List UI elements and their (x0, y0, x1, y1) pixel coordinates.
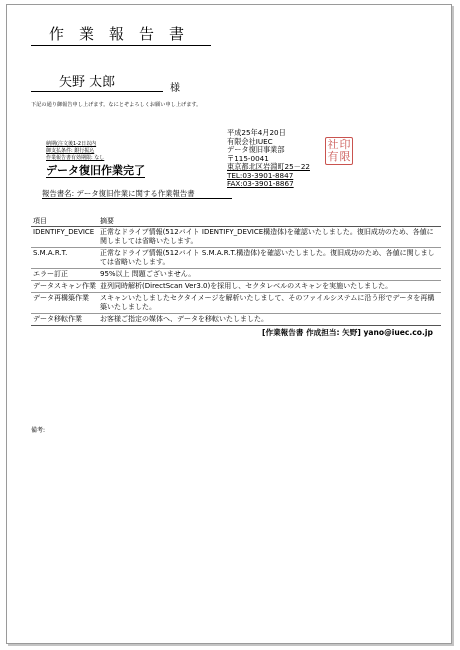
row-detail: 並列同時解析(DirectScan Ver3.0)を採用し、セクタレベルのスキャンを実施いたしました。 (98, 281, 441, 293)
header-item: 項目 (31, 217, 98, 227)
company-name: 有限会社IUEC (227, 136, 273, 146)
terms-payment: 御支払条件: 銀行振込 (46, 148, 95, 154)
report-sheet (6, 4, 452, 644)
row-detail: スキャンいたしましたセクタイメージを解析いたしまして、そのファイルシステムに沿う形でデータを再構築いたしました。 (98, 293, 441, 314)
seal-char: 印 (339, 138, 351, 151)
work-items-table (31, 217, 441, 326)
table-row (31, 281, 441, 293)
table-row (31, 293, 441, 314)
company-seal-icon (325, 137, 353, 165)
report-date: 平成25年4月20日 (227, 128, 286, 137)
row-item: S.M.A.R.T. (31, 248, 98, 269)
row-item: エラー訂正 (31, 269, 98, 281)
terms-block (46, 141, 104, 162)
row-item: データスキャン作業 (31, 281, 98, 293)
table-row (31, 227, 441, 248)
row-detail: 正常なドライブ情報(512バイト S.M.A.R.T.構造体)を確認いたしました。復旧成功のため、各値に関しましては省略いたします。 (98, 248, 441, 269)
report-name-line (42, 189, 232, 199)
status-heading: データ復旧作業完了 (46, 164, 145, 177)
department-name: データ復旧事業部 (227, 145, 285, 154)
header-detail: 摘要 (98, 217, 441, 227)
report-name-label: 報告書名: (42, 189, 75, 198)
remarks-label: 備考: (31, 427, 46, 434)
report-name-value: データ復旧作業に関する作業報告書 (76, 189, 195, 198)
document-title: 作業報告書 (31, 25, 211, 46)
row-item: データ移転作業 (31, 314, 98, 326)
table-header-row (31, 217, 441, 227)
terms-validity: 作業報告書有効期限: なし (46, 155, 105, 161)
seal-char: 限 (339, 150, 351, 163)
recipient-name: 矢野 太郎 (31, 75, 163, 92)
seal-char: 社 (327, 138, 339, 151)
table-row (31, 248, 441, 269)
table-row (31, 314, 441, 326)
recipient-honorific: 様 (170, 83, 180, 94)
row-detail: 正常なドライブ情報(512バイト IDENTIFY_DEVICE構造体)を確認いたしました。復旧成功のため、各値に関しましては省略いたします。 (98, 227, 441, 248)
seal-char: 有 (327, 150, 339, 163)
intro-text: 下記の通り御報告申し上げます。なにとぞよろしくお願い申し上げます。 (31, 102, 202, 108)
author-contact: [作業報告書 作成担当: 矢野] yano@iuec.co.jp (262, 328, 433, 337)
row-item: IDENTIFY_DEVICE (31, 227, 98, 248)
table-row (31, 269, 441, 281)
row-detail: 95%以上 問題ございません。 (98, 269, 441, 281)
postal-code: 〒115-0041 (227, 153, 269, 163)
sender-block (227, 129, 310, 189)
row-detail: お客様ご指定の媒体へ、データを移転いたしました。 (98, 314, 441, 326)
company-fax: FAX:03-3901-8867 (227, 179, 294, 188)
company-address: 東京都北区岩淵町25－22 (227, 162, 310, 171)
company-tel: TEL:03-3901-8847 (227, 170, 294, 180)
terms-delivery: 納期(注文後1-2日以内 (46, 141, 97, 147)
row-item: データ再構築作業 (31, 293, 98, 314)
